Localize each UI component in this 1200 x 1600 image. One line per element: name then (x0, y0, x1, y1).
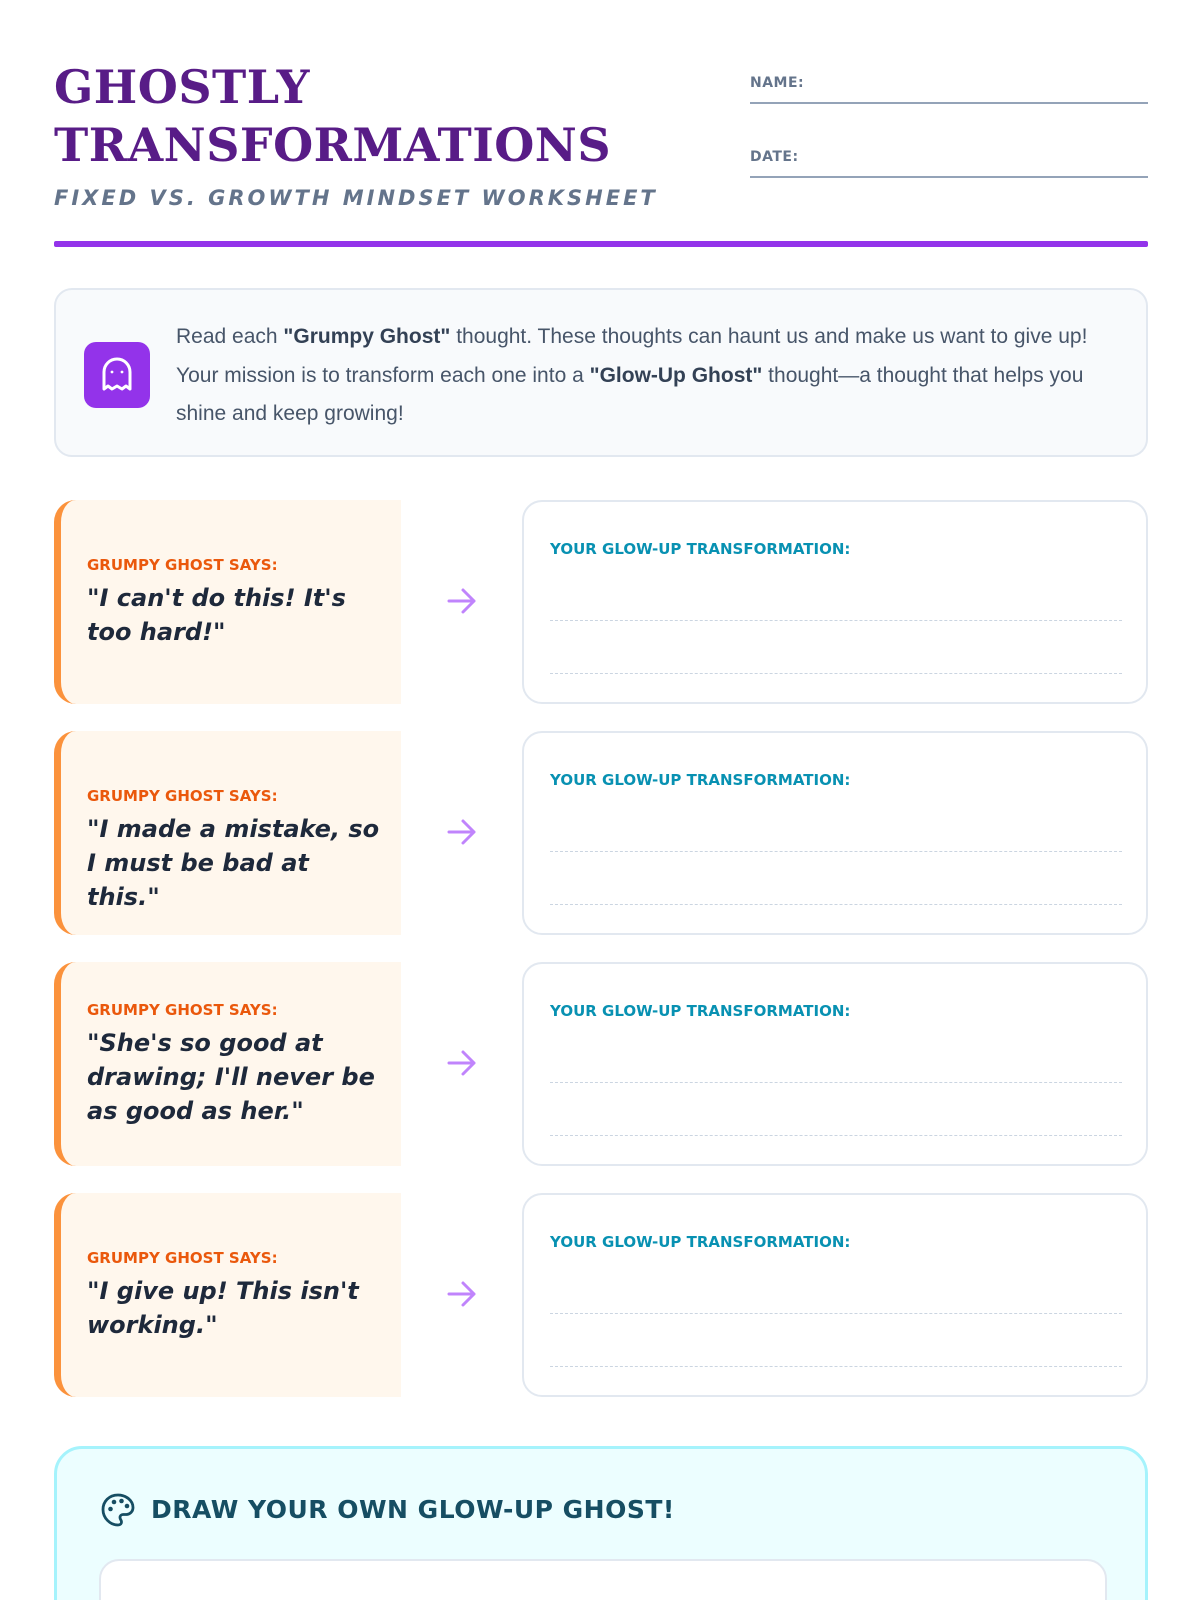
ghost-icon (84, 342, 150, 408)
answer-line[interactable] (550, 620, 1122, 621)
title-line-2: TRANSFORMATIONS (54, 118, 612, 172)
answer-line[interactable] (550, 1082, 1122, 1083)
date-label: DATE: (750, 149, 799, 165)
grumpy-ghost-quote: "I can't do this! It's too hard!" (87, 584, 346, 646)
arrow-right-icon (445, 584, 479, 618)
glow-up-label: YOUR GLOW-UP TRANSFORMATION: (550, 1002, 851, 1020)
drawing-section-title: DRAW YOUR OWN GLOW-UP GHOST! (151, 1495, 675, 1524)
grumpy-ghost-quote: "I give up! This isn't working." (87, 1277, 359, 1339)
grumpy-ghost-term: "Grumpy Ghost" (283, 325, 451, 348)
instructions-text: Read each "Grumpy Ghost" thought. These thoughts can haunt us and make us want to give up! Your mission is to transform each one into a "Glow-Up Ghost" thought—a thought that helps you shine and keep growing! (176, 325, 1088, 425)
grumpy-ghost-label: GRUMPY GHOST SAYS: (87, 787, 278, 805)
instructions-box (54, 288, 1148, 457)
grumpy-ghost-quote: "I made a mistake, so I must be bad at this." (87, 815, 380, 911)
glow-up-answer-card[interactable] (522, 962, 1148, 1166)
answer-line[interactable] (550, 673, 1122, 674)
header-divider (54, 241, 1148, 247)
arrow-right-icon (445, 815, 479, 849)
transformation-row (54, 500, 1148, 704)
glow-up-answer-card[interactable] (522, 500, 1148, 704)
transformation-row (54, 731, 1148, 935)
worksheet-header (54, 58, 1148, 248)
drawing-section (54, 1446, 1148, 1600)
name-field[interactable] (750, 74, 1148, 104)
grumpy-ghost-card (54, 500, 401, 704)
name-label: NAME: (750, 75, 805, 91)
glow-up-answer-card[interactable] (522, 1193, 1148, 1397)
answer-line[interactable] (550, 1135, 1122, 1136)
title-line-1: GHOSTLY (54, 60, 311, 114)
arrow-right-icon (445, 1046, 479, 1080)
glow-up-answer-card[interactable] (522, 731, 1148, 935)
glow-up-label: YOUR GLOW-UP TRANSFORMATION: (550, 540, 851, 558)
date-field[interactable] (750, 148, 1148, 178)
answer-line[interactable] (550, 1366, 1122, 1367)
transformation-row (54, 962, 1148, 1166)
grumpy-ghost-quote: "She's so good at drawing; I'll never be as good as her." (87, 1029, 375, 1125)
page-subtitle: FIXED VS. GROWTH MINDSET WORKSHEET (54, 186, 658, 210)
drawing-area[interactable] (99, 1559, 1107, 1600)
glow-up-ghost-term: "Glow-Up Ghost" (589, 363, 763, 387)
arrow-right-icon (445, 1277, 479, 1311)
glow-up-label: YOUR GLOW-UP TRANSFORMATION: (550, 1233, 851, 1251)
grumpy-ghost-label: GRUMPY GHOST SAYS: (87, 1249, 278, 1267)
grumpy-ghost-card (54, 1193, 401, 1397)
glow-up-label: YOUR GLOW-UP TRANSFORMATION: (550, 771, 851, 789)
answer-line[interactable] (550, 1313, 1122, 1314)
grumpy-ghost-card (54, 731, 401, 935)
grumpy-ghost-label: GRUMPY GHOST SAYS: (87, 1001, 278, 1019)
answer-line[interactable] (550, 851, 1122, 852)
palette-icon (99, 1491, 137, 1529)
grumpy-ghost-label: GRUMPY GHOST SAYS: (87, 556, 278, 574)
transformation-row (54, 1193, 1148, 1397)
grumpy-ghost-card (54, 962, 401, 1166)
answer-line[interactable] (550, 904, 1122, 905)
